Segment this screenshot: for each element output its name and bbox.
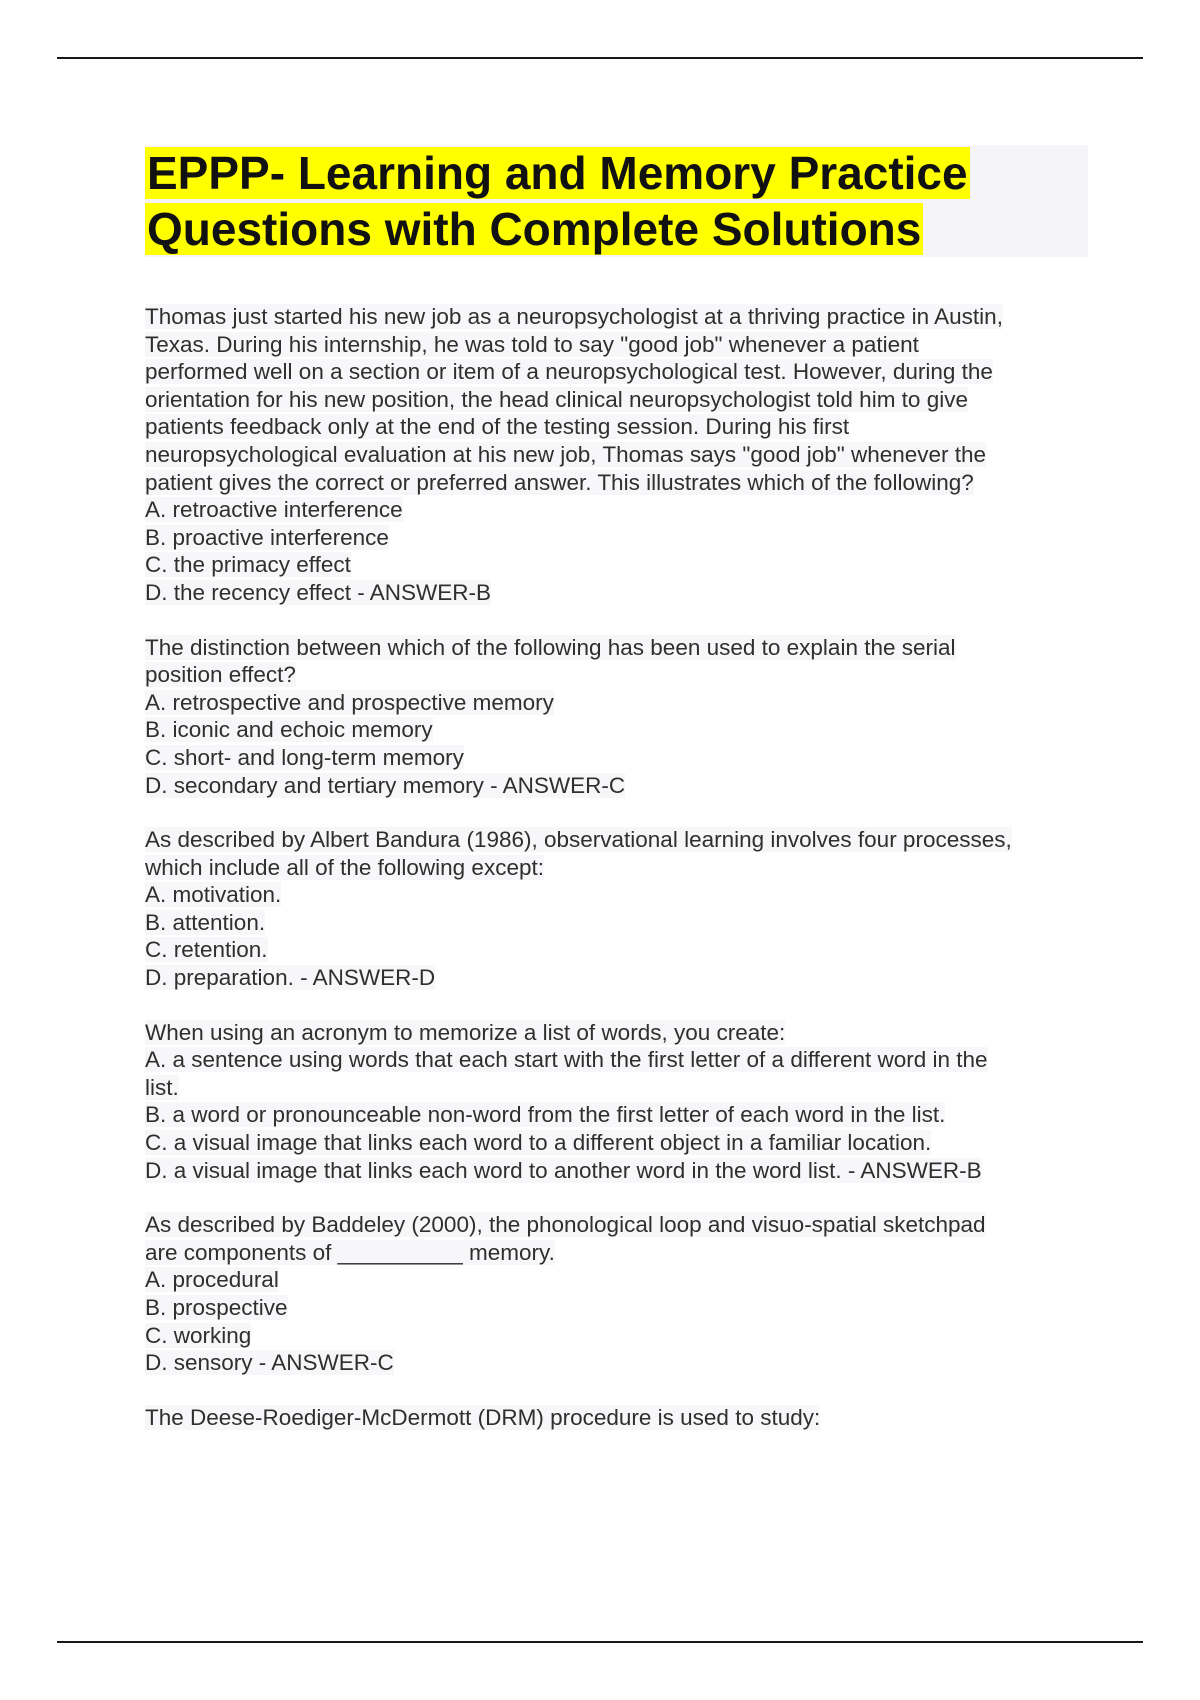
question-line [145,441,1090,469]
question-line-text: C. short- and long-term memory [145,744,464,770]
question-line-text: position effect? [145,662,296,688]
question-line-text: C. retention. [145,937,268,963]
question-line [145,854,1090,882]
question-line [145,881,1090,909]
question-block [145,826,1090,992]
question-line [145,551,1090,579]
question-line-text: The Deese-Roediger-McDermott (DRM) procedure is used to study: [145,1404,821,1430]
question-line [145,826,1090,854]
question-line [145,1404,1090,1432]
question-line [145,716,1090,744]
question-line-text: Texas. During his internship, he was told to say "good job" whenever a patient [145,331,919,357]
question-line [145,1157,1090,1185]
question-block [145,1404,1090,1432]
question-line-text: patient gives the correct or preferred answer. This illustrates which of the following? [145,469,974,495]
question-line-text: Thomas just started his new job as a neuropsychologist at a thriving practice in Austin, [145,304,1003,329]
question-line-text: D. secondary and tertiary memory - ANSWER-C [145,772,626,798]
question-line [145,909,1090,937]
question-line-text: B. prospective [145,1295,288,1320]
question-line [145,1239,1090,1267]
question-line [145,689,1090,717]
question-line-text: C. a visual image that links each word to a different object in a familiar location. [145,1130,932,1156]
question-line [145,303,1090,331]
question-block [145,303,1090,607]
question-line-text: C. the primacy effect [145,552,351,578]
question-line-text: patients feedback only at the end of the testing session. During his first [145,414,850,440]
question-line-text: C. working [145,1322,252,1348]
question-line-text: B. proactive interference [145,524,389,550]
question-line-text: performed well on a section or item of a neuropsychological test. However, during the [145,359,993,385]
question-line [145,1322,1090,1350]
question-line [145,744,1090,772]
question-line [145,1074,1090,1102]
question-line-text: D. a visual image that links each word to another word in the word list. - ANSWER-B [145,1157,982,1183]
question-line [145,331,1090,359]
question-line [145,1266,1090,1294]
question-line-text: B. a word or pronounceable non-word from the first letter of each word in the list. [145,1102,946,1128]
question-line [145,1129,1090,1157]
question-line [145,634,1090,662]
question-line-text: As described by Baddeley (2000), the phonological loop and visuo-spatial sketchpad [145,1212,986,1238]
questions-list [145,303,1090,1458]
question-line [145,358,1090,386]
title-line-1: EPPP- Learning and Memory Practice [147,147,968,199]
question-line-text: D. the recency effect - ANSWER-B [145,579,491,605]
question-line [145,936,1090,964]
question-line-text: orientation for his new position, the head clinical neuropsychologist told him to give [145,386,968,412]
question-line [145,1294,1090,1322]
page-title [145,145,1088,257]
question-line-text: D. preparation. - ANSWER-D [145,965,436,991]
question-line-text: neuropsychological evaluation at his new job, Thomas says "good job" whenever the [145,441,987,467]
top-rule [57,57,1143,59]
question-line [145,496,1090,524]
question-line-text: are components of __________ memory. [145,1239,555,1265]
bottom-rule [57,1641,1143,1643]
question-line-text: which include all of the following except: [145,854,544,880]
question-line [145,413,1090,441]
question-line [145,386,1090,414]
title-block [145,145,1088,257]
question-block [145,1211,1090,1377]
question-line [145,1349,1090,1377]
question-block [145,1019,1090,1185]
question-line [145,1046,1090,1074]
question-line [145,579,1090,607]
question-block [145,634,1090,800]
question-line-text: B. iconic and echoic memory [145,717,433,743]
question-line-text: A. motivation. [145,882,282,908]
question-line-text: B. attention. [145,909,266,935]
question-line-text: A. retrospective and prospective memory [145,689,554,715]
question-line [145,469,1090,497]
question-line [145,524,1090,552]
question-line [145,1211,1090,1239]
question-line-text: D. sensory - ANSWER-C [145,1350,394,1376]
question-line [145,661,1090,689]
question-line-text: list. [145,1074,179,1100]
question-line-text: A. procedural [145,1267,279,1293]
question-line-text: As described by Albert Bandura (1986), observational learning involves four processes, [145,827,1012,853]
question-line-text: A. a sentence using words that each start with the first letter of a different word in the [145,1047,988,1073]
question-line [145,1019,1090,1047]
question-line [145,964,1090,992]
question-line [145,772,1090,800]
title-line-2: Questions with Complete Solutions [147,203,922,255]
question-line [145,1101,1090,1129]
question-line-text: When using an acronym to memorize a list of words, you create: [145,1019,786,1045]
question-line-text: A. retroactive interference [145,497,403,523]
question-line-text: The distinction between which of the following has been used to explain the serial [145,634,956,660]
